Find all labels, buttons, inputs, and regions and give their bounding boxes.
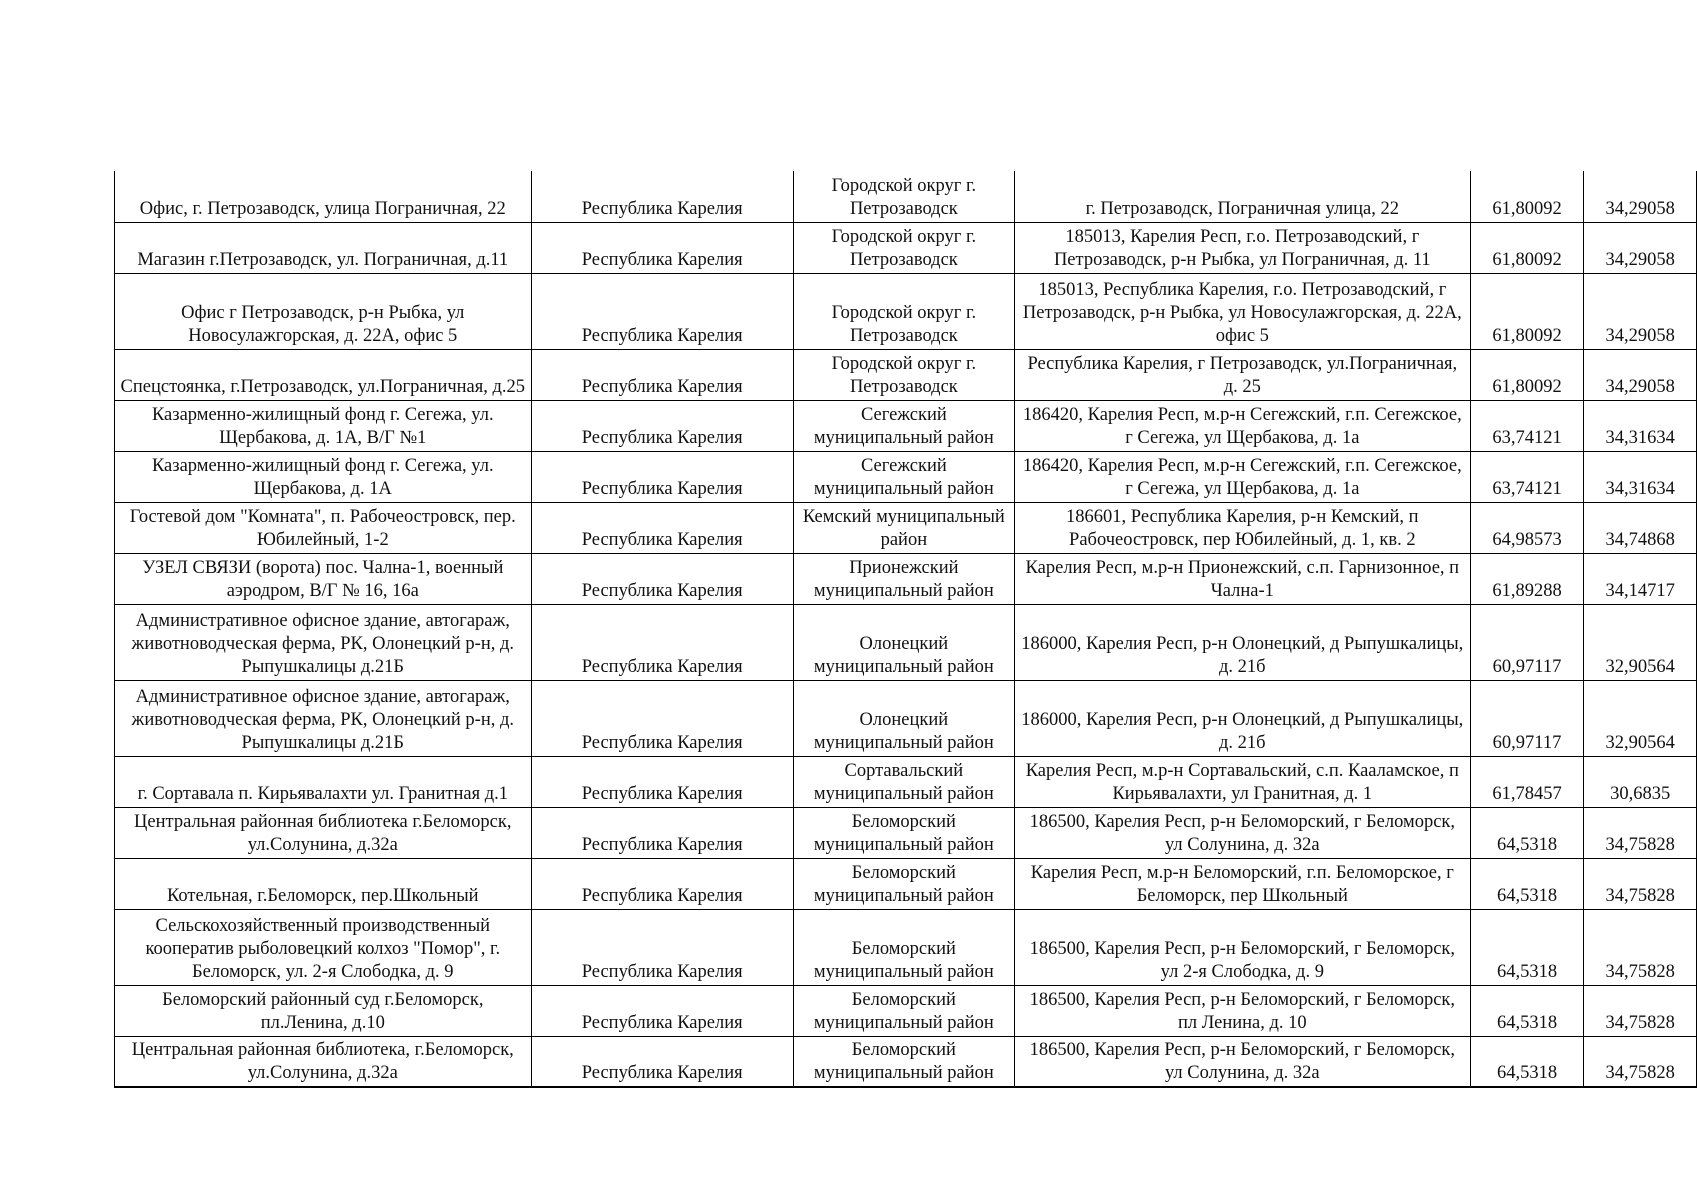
address-text: 185013, Карелия Респ, г.о. Петрозаводский, г Петрозаводск, р-н Рыбка, ул Пограничная, д. 11 <box>1053 226 1431 270</box>
latitude-cell <box>1470 604 1584 680</box>
address-text: 186500, Карелия Респ, р-н Беломорский, г Беломорск, ул 2-я Слободка, д. 9 <box>1029 938 1456 982</box>
latitude-cell <box>1470 502 1584 553</box>
longitude-text: 34,29058 <box>1605 376 1675 397</box>
latitude-text: 64,5318 <box>1496 1063 1558 1083</box>
district-text: Олонецкий муниципальный район <box>813 709 994 753</box>
longitude-text: 34,29058 <box>1605 325 1675 346</box>
latitude-text: 61,78457 <box>1492 783 1562 804</box>
table-row <box>115 222 1697 273</box>
registry-table-body <box>115 171 1697 1087</box>
address-cell <box>1014 909 1470 985</box>
longitude-cell <box>1584 985 1697 1036</box>
district-cell <box>793 222 1014 273</box>
region-cell <box>531 858 793 909</box>
latitude-text: 60,97117 <box>1492 732 1562 753</box>
region-cell <box>531 349 793 400</box>
object-name-cell <box>115 909 532 985</box>
address-text: г. Петрозаводск, Пограничная улица, 22 <box>1085 198 1399 219</box>
longitude-text: 34,75828 <box>1605 1012 1675 1033</box>
longitude-cell <box>1584 604 1697 680</box>
object-name-text: Казарменно-жилищный фонд г. Сегежа, ул. Щербакова, д. 1А <box>151 455 494 499</box>
latitude-text: 63,74121 <box>1492 427 1562 448</box>
region-cell <box>531 222 793 273</box>
object-name-text: Административное офисное здание, автогараж, животноводческая ферма, РК, Олонецкий р-н, д. Рыпушкалицы д.21Б <box>131 686 515 753</box>
region-text: Республика Карелия <box>581 376 743 397</box>
latitude-text: 63,74121 <box>1492 478 1562 499</box>
region-cell <box>531 400 793 451</box>
address-text: 186601, Республика Карелия, р-н Кемский, п Рабочеостровск, пер Юбилейный, д. 1, кв. 2 <box>1066 506 1419 550</box>
region-text: Республика Карелия <box>581 1063 743 1083</box>
latitude-text: 64,5318 <box>1496 885 1558 906</box>
object-name-cell <box>115 756 532 807</box>
longitude-text: 34,29058 <box>1605 198 1675 219</box>
district-text: Беломорский муниципальный район <box>813 862 994 906</box>
latitude-text: 64,98573 <box>1492 529 1562 550</box>
district-cell <box>793 400 1014 451</box>
longitude-text: 34,75828 <box>1605 961 1675 982</box>
address-text: 186500, Карелия Респ, р-н Беломорский, г Беломорск, пл Ленина, д. 10 <box>1029 989 1456 1033</box>
latitude-text: 64,5318 <box>1496 1012 1558 1033</box>
longitude-text: 34,74868 <box>1605 529 1675 550</box>
longitude-text: 34,75828 <box>1605 1063 1675 1083</box>
region-text: Республика Карелия <box>581 834 743 855</box>
address-cell <box>1014 680 1470 756</box>
district-text: Беломорский муниципальный район <box>813 811 994 855</box>
latitude-cell <box>1470 680 1584 756</box>
address-cell <box>1014 502 1470 553</box>
longitude-cell <box>1584 680 1697 756</box>
object-name-text: Административное офисное здание, автогараж, животноводческая ферма, РК, Олонецкий р-н, д. Рыпушкалицы д.21Б <box>131 610 515 677</box>
object-name-text: УЗЕЛ СВЯЗИ (ворота) пос. Чална-1, военный аэродром, В/Г № 16, 16а <box>142 557 504 601</box>
region-cell <box>531 909 793 985</box>
region-cell <box>531 553 793 604</box>
object-name-cell <box>115 400 532 451</box>
district-text: Городской округ г. Петрозаводск <box>831 175 977 219</box>
object-name-text: Офис г Петрозаводск, р-н Рыбка, ул Новосулажгорская, д. 22А, офис 5 <box>181 302 465 346</box>
region-text: Республика Карелия <box>581 478 743 499</box>
district-cell <box>793 553 1014 604</box>
object-name-text: Спецстоянка, г.Петрозаводск, ул.Пограничная, д.25 <box>120 376 526 397</box>
object-name-cell <box>115 222 532 273</box>
table-row <box>115 349 1697 400</box>
latitude-text: 61,80092 <box>1492 325 1562 346</box>
district-cell <box>793 349 1014 400</box>
address-text: 185013, Республика Карелия, г.о. Петрозаводский, г Петрозаводск, р-н Рыбка, ул Новосулажгорская, д. 22А, офис 5 <box>1022 279 1462 346</box>
district-cell <box>793 273 1014 349</box>
region-cell <box>531 502 793 553</box>
region-text: Республика Карелия <box>581 732 743 753</box>
region-text: Республика Карелия <box>581 885 743 906</box>
district-cell <box>793 756 1014 807</box>
longitude-cell <box>1584 273 1697 349</box>
latitude-cell <box>1470 273 1584 349</box>
district-text: Сегежский муниципальный район <box>813 455 994 499</box>
district-cell <box>793 604 1014 680</box>
longitude-cell <box>1584 502 1697 553</box>
table-row <box>115 858 1697 909</box>
district-cell <box>793 858 1014 909</box>
address-cell <box>1014 858 1470 909</box>
longitude-cell <box>1584 171 1697 222</box>
longitude-cell <box>1584 349 1697 400</box>
region-text: Республика Карелия <box>581 961 743 982</box>
region-text: Республика Карелия <box>581 325 743 346</box>
latitude-cell <box>1470 349 1584 400</box>
latitude-cell <box>1470 400 1584 451</box>
latitude-cell <box>1470 553 1584 604</box>
latitude-cell <box>1470 909 1584 985</box>
district-cell <box>793 451 1014 502</box>
region-cell <box>531 451 793 502</box>
address-text: Карелия Респ, м.р-н Беломорский, г.п. Беломорское, г Беломорск, пер Школьный <box>1030 862 1454 906</box>
longitude-cell <box>1584 1036 1697 1087</box>
region-cell <box>531 756 793 807</box>
latitude-text: 60,97117 <box>1492 656 1562 677</box>
object-name-cell <box>115 858 532 909</box>
region-text: Республика Карелия <box>581 249 743 270</box>
latitude-text: 61,80092 <box>1492 249 1562 270</box>
table-row <box>115 604 1697 680</box>
latitude-cell <box>1470 807 1584 858</box>
table-row <box>115 273 1697 349</box>
object-name-cell <box>115 807 532 858</box>
region-text: Республика Карелия <box>581 1012 743 1033</box>
object-name-cell <box>115 1036 532 1087</box>
table-row <box>115 400 1697 451</box>
longitude-cell <box>1584 222 1697 273</box>
table-row <box>115 553 1697 604</box>
object-name-text: Котельная, г.Беломорск, пер.Школьный <box>166 885 479 906</box>
region-cell <box>531 985 793 1036</box>
district-text: Кемский муниципальный район <box>802 506 1005 550</box>
address-cell <box>1014 349 1470 400</box>
district-text: Городской округ г. Петрозаводск <box>831 226 977 270</box>
address-cell <box>1014 985 1470 1036</box>
region-cell <box>531 171 793 222</box>
address-cell <box>1014 400 1470 451</box>
district-text: Сортавальский муниципальный район <box>813 760 994 804</box>
district-cell <box>793 985 1014 1036</box>
table-row <box>115 171 1697 222</box>
district-cell <box>793 807 1014 858</box>
region-text: Республика Карелия <box>581 580 743 601</box>
longitude-cell <box>1584 909 1697 985</box>
district-text: Олонецкий муниципальный район <box>813 633 994 677</box>
region-cell <box>531 1036 793 1087</box>
table-row <box>115 985 1697 1036</box>
address-cell <box>1014 756 1470 807</box>
object-name-cell <box>115 604 532 680</box>
address-text: 186000, Карелия Респ, р-н Олонецкий, д Рыпушкалицы, д. 21б <box>1021 709 1464 753</box>
longitude-text: 34,31634 <box>1605 427 1675 448</box>
latitude-cell <box>1470 756 1584 807</box>
longitude-text: 34,75828 <box>1605 834 1675 855</box>
longitude-text: 34,75828 <box>1605 885 1675 906</box>
address-cell <box>1014 273 1470 349</box>
district-cell <box>793 909 1014 985</box>
latitude-text: 64,5318 <box>1496 961 1558 982</box>
registry-table <box>114 171 1697 1088</box>
object-name-text: Центральная районная библиотека г.Беломорск, ул.Солунина, д.32а <box>134 811 512 855</box>
table-row <box>115 909 1697 985</box>
longitude-text: 34,14717 <box>1605 580 1675 601</box>
latitude-cell <box>1470 222 1584 273</box>
longitude-cell <box>1584 858 1697 909</box>
longitude-text: 32,90564 <box>1605 656 1675 677</box>
longitude-text: 34,29058 <box>1605 249 1675 270</box>
address-cell <box>1014 807 1470 858</box>
object-name-text: Офис, г. Петрозаводск, улица Пограничная, 22 <box>139 198 506 219</box>
district-text: Прионежский муниципальный район <box>813 557 994 601</box>
district-text: Беломорский муниципальный район <box>813 989 994 1033</box>
object-name-cell <box>115 553 532 604</box>
object-name-cell <box>115 502 532 553</box>
district-cell <box>793 502 1014 553</box>
longitude-text: 34,31634 <box>1605 478 1675 499</box>
object-name-cell <box>115 680 532 756</box>
object-name-text: Магазин г.Петрозаводск, ул. Пограничная, д.11 <box>137 249 509 270</box>
object-name-text: Сельскохозяйственный производственный кооператив рыболовецкий колхоз "Помор", г. Беломорск, ул. 2-я Слободка, д. 9 <box>145 915 501 982</box>
latitude-text: 61,80092 <box>1492 376 1562 397</box>
longitude-cell <box>1584 756 1697 807</box>
latitude-cell <box>1470 858 1584 909</box>
address-cell <box>1014 171 1470 222</box>
table-row <box>115 1036 1697 1087</box>
address-text: 186500, Карелия Респ, р-н Беломорский, г Беломорск, ул Солунина, д. 32а <box>1029 1040 1456 1083</box>
longitude-cell <box>1584 451 1697 502</box>
district-text: Беломорский муниципальный район <box>813 1040 994 1083</box>
district-cell <box>793 171 1014 222</box>
longitude-cell <box>1584 807 1697 858</box>
longitude-cell <box>1584 553 1697 604</box>
district-text: Сегежский муниципальный район <box>813 404 994 448</box>
address-cell <box>1014 553 1470 604</box>
table-row <box>115 451 1697 502</box>
region-text: Республика Карелия <box>581 427 743 448</box>
region-text: Республика Карелия <box>581 656 743 677</box>
object-name-text: г. Сортавала п. Кирьявалахти ул. Гранитная д.1 <box>137 783 508 804</box>
region-cell <box>531 604 793 680</box>
table-row <box>115 502 1697 553</box>
district-text: Городской округ г. Петрозаводск <box>831 353 977 397</box>
longitude-text: 30,6835 <box>1610 783 1671 804</box>
object-name-cell <box>115 451 532 502</box>
address-text: 186500, Карелия Респ, р-н Беломорский, г Беломорск, ул Солунина, д. 32а <box>1029 811 1456 855</box>
district-cell <box>793 680 1014 756</box>
latitude-text: 61,80092 <box>1492 198 1562 219</box>
latitude-text: 64,5318 <box>1496 834 1558 855</box>
longitude-cell <box>1584 400 1697 451</box>
address-text: 186420, Карелия Респ, м.р-н Сегежский, г.п. Сегежское, г Сегежа, ул Щербакова, д. 1а <box>1022 404 1462 448</box>
object-name-text: Гостевой дом "Комната", п. Рабочеостровск, пер. Юбилейный, 1-2 <box>129 506 516 550</box>
address-cell <box>1014 604 1470 680</box>
latitude-cell <box>1470 985 1584 1036</box>
address-text: Карелия Респ, м.р-н Прионежский, с.п. Гарнизонное, п Чална-1 <box>1025 557 1460 601</box>
address-text: 186420, Карелия Респ, м.р-н Сегежский, г.п. Сегежское, г Сегежа, ул Щербакова, д. 1а <box>1022 455 1462 499</box>
object-name-cell <box>115 273 532 349</box>
table-row <box>115 807 1697 858</box>
address-cell <box>1014 1036 1470 1087</box>
latitude-cell <box>1470 451 1584 502</box>
object-name-cell <box>115 171 532 222</box>
address-text: 186000, Карелия Респ, р-н Олонецкий, д Рыпушкалицы, д. 21б <box>1021 633 1464 677</box>
region-cell <box>531 273 793 349</box>
table-row <box>115 756 1697 807</box>
longitude-text: 32,90564 <box>1605 732 1675 753</box>
address-cell <box>1014 222 1470 273</box>
region-text: Республика Карелия <box>581 783 743 804</box>
district-text: Городской округ г. Петрозаводск <box>831 302 977 346</box>
region-cell <box>531 680 793 756</box>
address-text: Карелия Респ, м.р-н Сортавальский, с.п. Кааламское, п Кирьявалахти, ул Гранитная, д. 1 <box>1025 760 1459 804</box>
object-name-text: Центральная районная библиотека, г.Беломорск, ул.Солунина, д.32а <box>131 1040 514 1083</box>
address-cell <box>1014 451 1470 502</box>
region-text: Республика Карелия <box>581 198 743 219</box>
object-name-cell <box>115 349 532 400</box>
latitude-cell <box>1470 1036 1584 1087</box>
region-cell <box>531 807 793 858</box>
district-text: Беломорский муниципальный район <box>813 938 994 982</box>
object-name-text: Беломорский районный суд г.Беломорск, пл.Ленина, д.10 <box>162 989 484 1033</box>
district-cell <box>793 1036 1014 1087</box>
region-text: Республика Карелия <box>581 529 743 550</box>
object-name-text: Казарменно-жилищный фонд г. Сегежа, ул. Щербакова, д. 1А, В/Г №1 <box>151 404 494 448</box>
latitude-text: 61,89288 <box>1492 580 1562 601</box>
object-name-cell <box>115 985 532 1036</box>
latitude-cell <box>1470 171 1584 222</box>
table-row <box>115 680 1697 756</box>
address-text: Республика Карелия, г Петрозаводск, ул.Пограничная, д. 25 <box>1027 353 1458 397</box>
